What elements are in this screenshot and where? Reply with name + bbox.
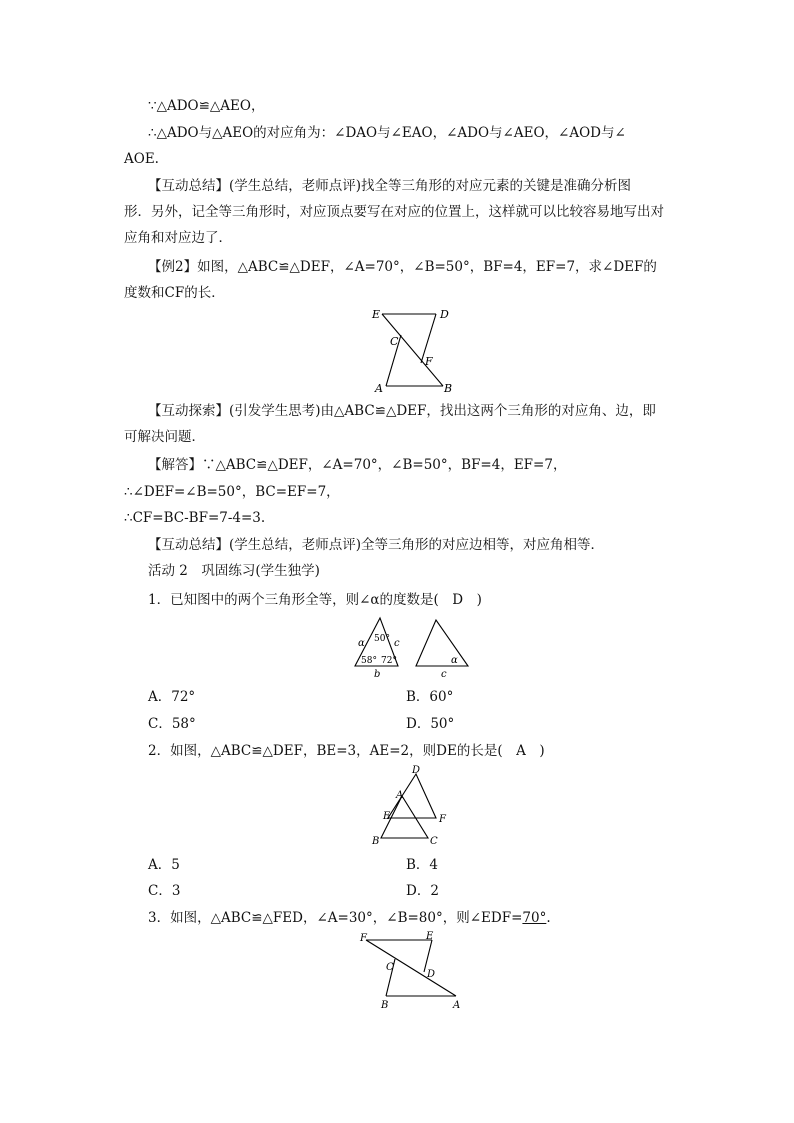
text-line-3: AOE. — [124, 151, 159, 167]
label-b-bottom: b — [374, 669, 381, 680]
text-line-15: 活动 2 巩固练习(学生独学) — [148, 563, 320, 579]
q2-option-b: B．4 — [406, 857, 439, 873]
label-E: E — [372, 308, 381, 321]
label-D: D — [427, 969, 436, 980]
q2-option-a: A．5 — [148, 857, 180, 873]
question-1: 1．已知图中的两个三角形全等，则∠α的度数是( D ) — [148, 592, 482, 608]
text-line-14: 【互动总结】(学生总结，老师点评)全等三角形的对应边相等，对应角相等． — [148, 537, 605, 553]
label-F: F — [425, 355, 433, 368]
label-A: A — [375, 382, 383, 394]
label-A: A — [396, 790, 404, 801]
label-B: B — [381, 1000, 389, 1011]
label-c-right: c — [394, 638, 400, 649]
q1-option-c: C．58° — [148, 716, 196, 732]
text-line-2: ∴△ADO与△AEO的对应角为：∠DAO与∠EAO，∠ADO与∠AEO，∠AOD与∠ — [148, 125, 626, 141]
label-D: D — [412, 765, 421, 776]
q1-option-d: D．50° — [406, 716, 455, 732]
question-3-text: 3．如图，△ABC≌△FED，∠A=30°，∠B=80°，则∠EDF= — [148, 910, 523, 926]
text-line-1: ∵△ADO≌△AEO， — [148, 98, 265, 114]
question3-figure — [354, 928, 470, 1012]
text-line-11: 【解答】∵△ABC≌△DEF，∠A=70°，∠B=50°，BF=4，EF=7， — [148, 457, 567, 473]
q2-option-c: C．3 — [148, 883, 181, 899]
label-alpha-right: α — [451, 655, 458, 666]
label-C: C — [430, 836, 438, 847]
q1-option-a: A．72° — [148, 689, 196, 705]
question1-figure — [350, 614, 472, 680]
label-C: C — [390, 335, 399, 348]
label-50: 50° — [374, 634, 390, 644]
question-3-period: . — [546, 910, 551, 926]
example2-figure — [362, 302, 462, 394]
label-A: A — [453, 1000, 461, 1011]
label-F: F — [360, 933, 367, 944]
question2-figure — [368, 762, 452, 848]
q1-option-b: B．60° — [406, 689, 454, 705]
q2-option-d: D．2 — [406, 883, 439, 899]
text-line-8: 度数和CF的长． — [124, 285, 225, 301]
label-alpha-left: α — [358, 638, 365, 649]
text-line-10: 可解决问题． — [124, 429, 205, 445]
label-58: 58° — [361, 656, 377, 666]
label-F: F — [439, 814, 446, 825]
label-B: B — [372, 836, 380, 847]
label-B: B — [444, 382, 453, 394]
question-3-answer: 70° — [522, 910, 547, 926]
text-line-5: 形．另外，记全等三角形时，对应顶点要写在对应的位置上，这样就可以比较容易地写出对 — [124, 204, 664, 220]
label-E: E — [383, 811, 391, 822]
text-line-7: 【例2】如图，△ABC≌△DEF，∠A=70°，∠B=50°，BF=4，EF=7，求∠DEF的 — [148, 259, 657, 275]
label-C: C — [386, 962, 394, 973]
question-2: 2．如图，△ABC≌△DEF，BE=3，AE=2，则DE的长是( A ) — [148, 743, 545, 759]
label-E: E — [426, 931, 434, 942]
text-line-4: 【互动总结】(学生总结，老师点评)找全等三角形的对应元素的关键是准确分析图 — [148, 178, 632, 194]
text-line-9: 【互动探索】(引发学生思考)由△ABC≌△DEF，找出这两个三角形的对应角、边，即 — [148, 403, 656, 419]
question-3 — [148, 909, 551, 927]
text-line-12: ∴∠DEF=∠B=50°，BC=EF=7， — [124, 484, 340, 500]
text-line-13: ∴CF=BC-BF=7-4=3. — [124, 510, 266, 526]
label-c-bottom: c — [441, 669, 447, 680]
label-72: 72° — [381, 656, 397, 666]
label-D: D — [440, 308, 449, 321]
text-line-6: 应角和对应边了． — [124, 230, 232, 246]
